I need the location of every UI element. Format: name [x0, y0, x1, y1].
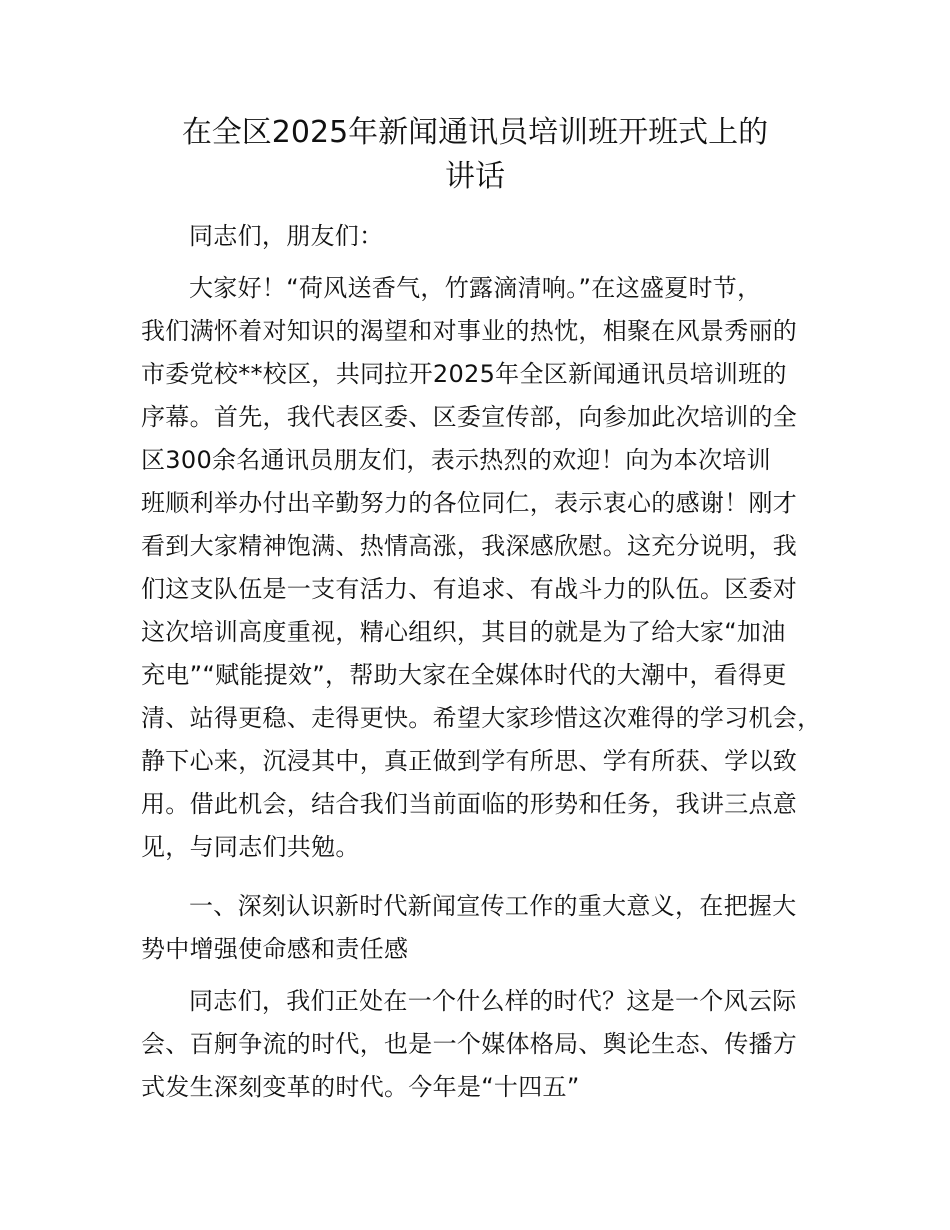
paragraph-line: 班顺利举办付出辛勤努力的各位同仁，表示衷心的感谢！刚才: [141, 489, 798, 517]
section-heading-line: 一、深刻认识新时代新闻宣传工作的重大意义，在把握大: [189, 892, 797, 920]
paragraph-line: 序幕。首先，我代表区委、区委宣传部，向参加此次培训的全: [141, 403, 798, 431]
paragraph-line: 充电”“赋能提效”，帮助大家在全媒体时代的大潮中，看得更: [141, 661, 787, 689]
paragraph-line: 用。借此机会，结合我们当前面临的形势和任务，我讲三点意: [141, 790, 798, 818]
paragraph-line: 区300余名通讯员朋友们，表示热烈的欢迎！向为本次培训: [141, 446, 771, 474]
paragraph-line: 同志们，我们正处在一个什么样的时代？这是一个风云际: [189, 987, 797, 1015]
paragraph-line: 这次培训高度重视，精心组织，其目的就是为了给大家“加油: [141, 618, 786, 646]
paragraph-line: 会、百舸争流的时代，也是一个媒体格局、舆论生态、传播方: [141, 1030, 798, 1058]
paragraph-line: 们这支队伍是一支有活力、有追求、有战斗力的队伍。区委对: [141, 575, 798, 603]
document-title-line-2: 讲话: [445, 159, 505, 194]
paragraph-line: 市委党校**校区，共同拉开2025年全区新闻通讯员培训班的: [141, 360, 787, 388]
paragraph-line: 大家好！“荷风送香气，竹露滴清响。”在这盛夏时节，: [189, 274, 762, 302]
salutation: 同志们，朋友们：: [189, 222, 384, 250]
paragraph-line: 清、站得更稳、走得更快。希望大家珍惜这次难得的学习机会，: [141, 704, 822, 732]
paragraph-line: 静下心来，沉浸其中，真正做到学有所思、学有所获、学以致: [141, 747, 798, 775]
document-title-line-1: 在全区2025年新闻通讯员培训班开班式上的: [181, 115, 769, 150]
section-heading-line: 势中增强使命感和责任感: [141, 935, 409, 963]
paragraph-line: 我们满怀着对知识的渴望和对事业的热忱，相聚在风景秀丽的: [141, 317, 798, 345]
paragraph-line: 见，与同志们共勉。: [141, 833, 360, 861]
paragraph-line: 看到大家精神饱满、热情高涨，我深感欣慰。这充分说明，我: [141, 532, 798, 560]
paragraph-line: 式发生深刻变革的时代。今年是“十四五”: [141, 1073, 580, 1101]
